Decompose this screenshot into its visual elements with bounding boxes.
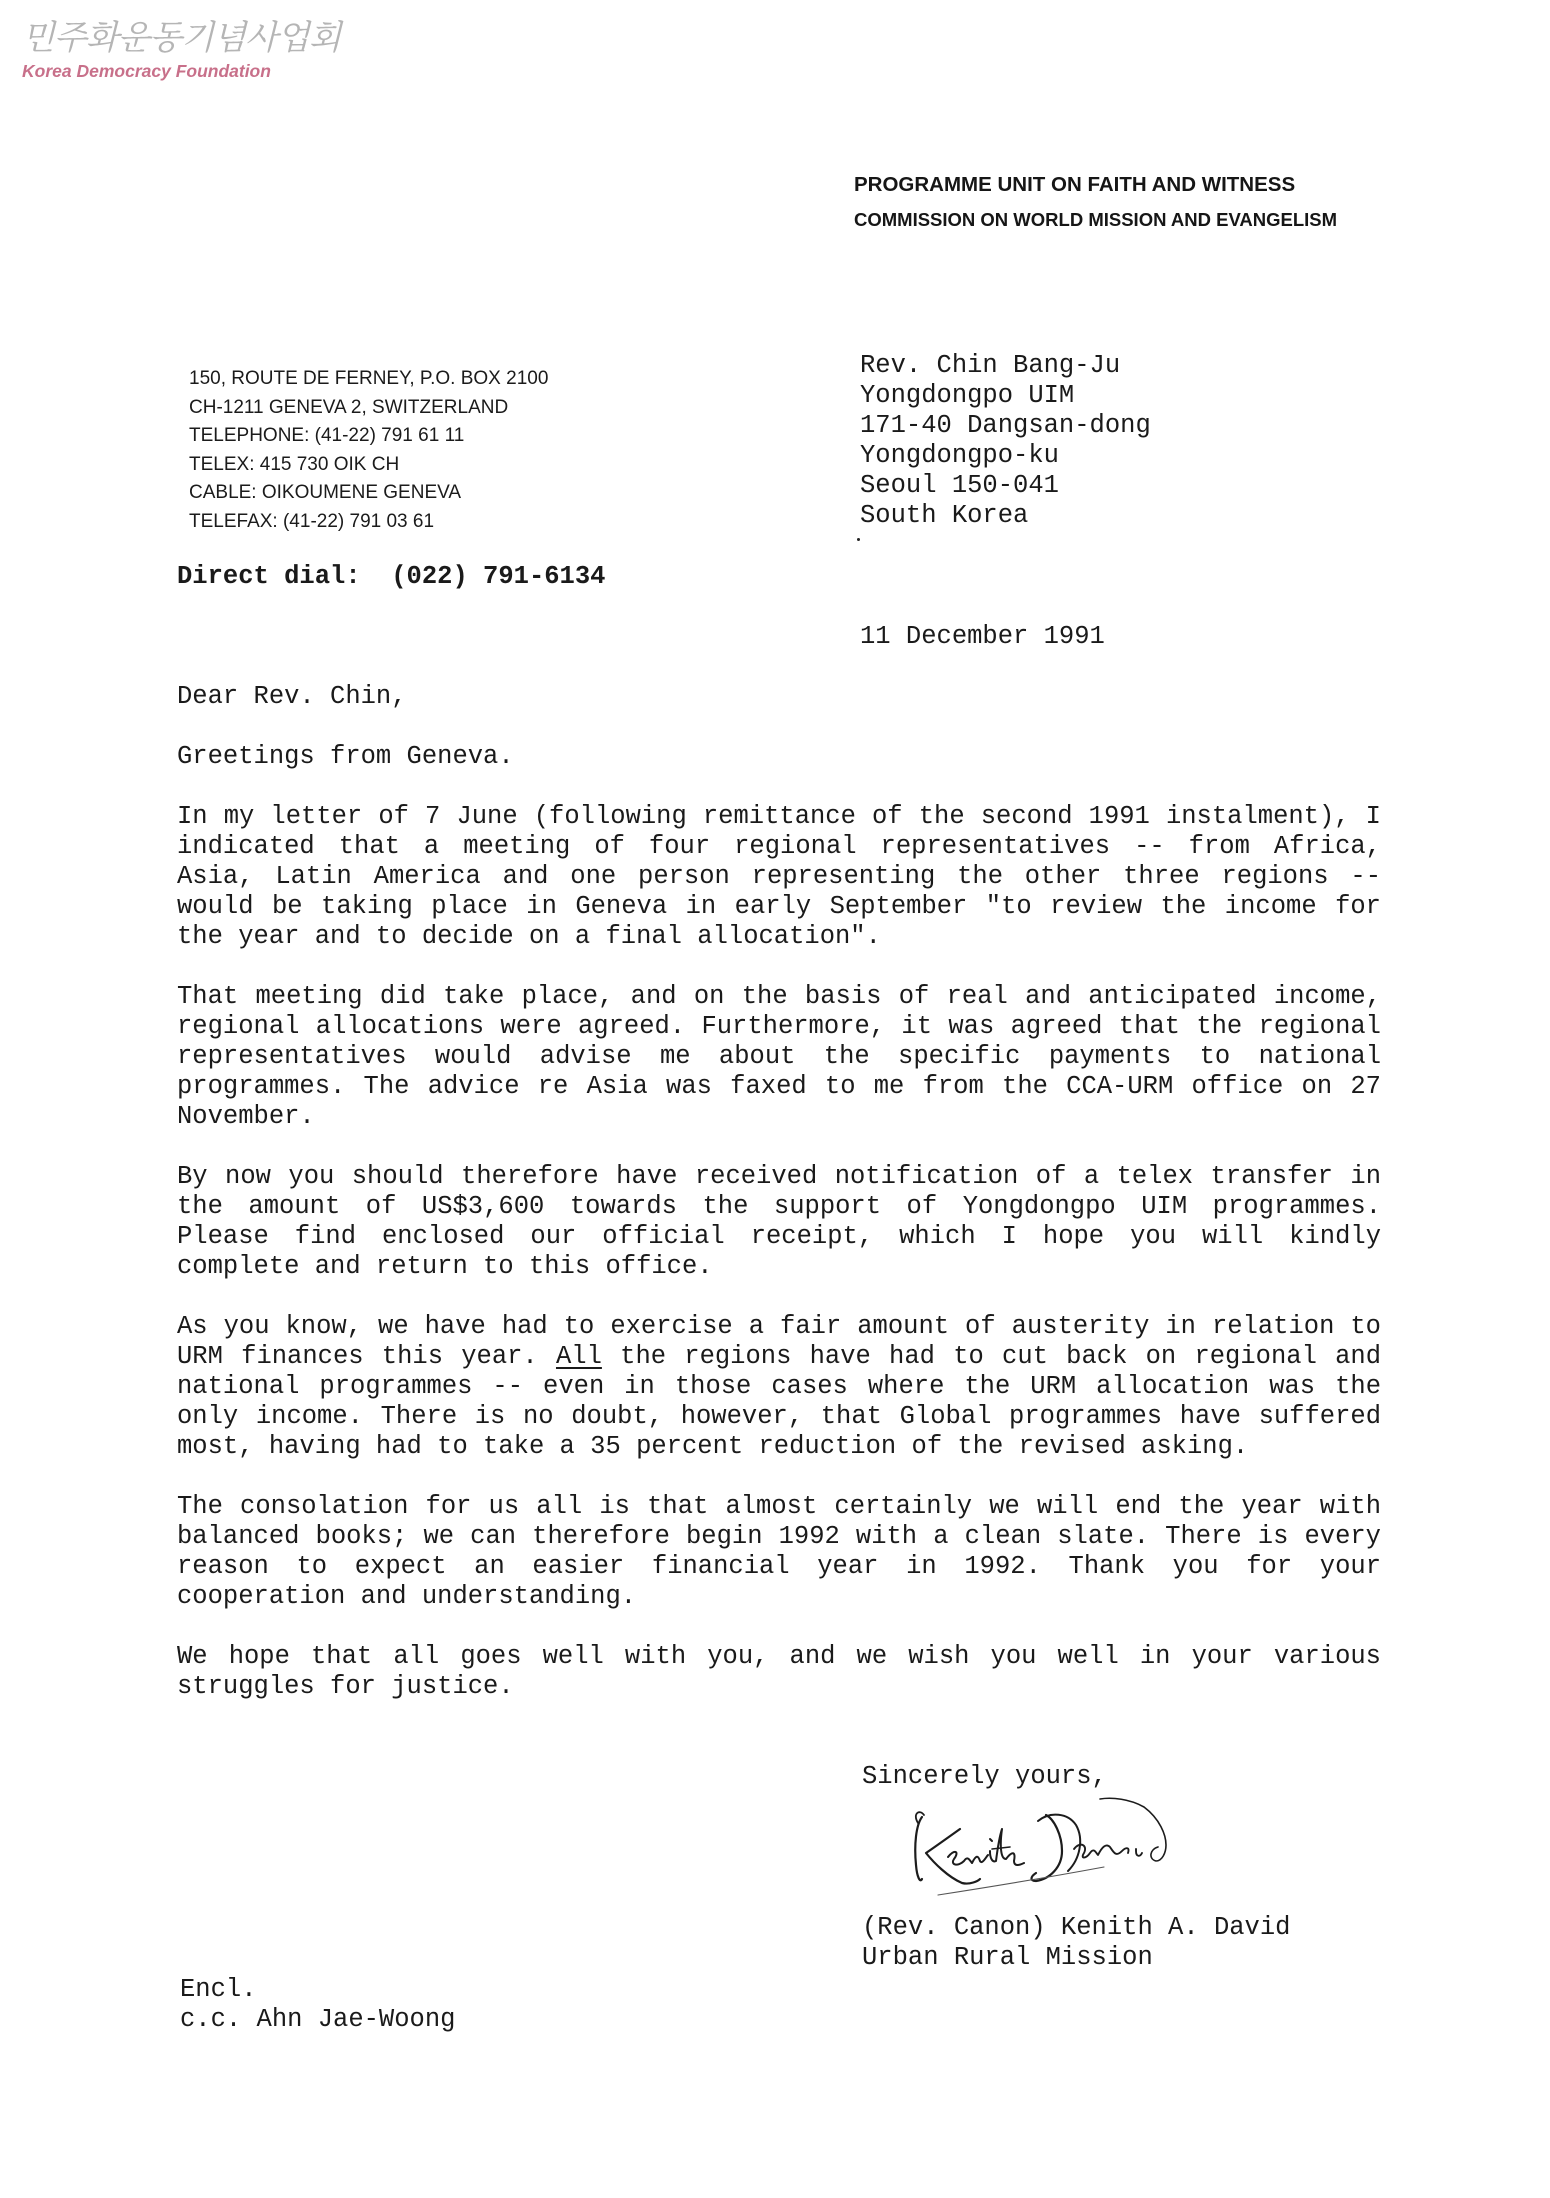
address-telephone: TELEPHONE: (41-22) 791 61 11 — [189, 425, 465, 446]
paragraph-consolation: The consolation for us all is that almost certainly we will end the year with balanced books; we can therefore begin 1992 with a clean slate. There is every reason to expect an easier financial year in 1992. Thank you for your cooperation and understanding. — [177, 1492, 1381, 1611]
logo-korean-text: 민주화운동기념사업회 — [22, 18, 341, 58]
austerity-text-end: the regions have had to cut back on regional and national programmes -- even in those cases where the URM allocation was the only income. There is no doubt, however, that Global programmes have suffered most, having had to take a 35 percent reduction of the revised asking. — [177, 1342, 1382, 1461]
sender-address — [189, 365, 548, 536]
paragraph-wishes: We hope that all goes well with you, and we wish you well in your various struggles for justice. — [177, 1642, 1381, 1701]
recipient-line: Yongdongpo UIM — [860, 381, 1075, 410]
stray-dot-mark — [857, 538, 860, 541]
recipient-line: Yongdongpo-ku — [860, 441, 1059, 470]
direct-dial: Direct dial: (022) 791-6134 — [177, 562, 606, 591]
letterhead-unit: PROGRAMME UNIT ON FAITH AND WITNESS — [854, 173, 1296, 196]
carbon-copy-note: c.c. Ahn Jae-Woong — [180, 2005, 456, 2034]
recipient-name: Rev. Chin Bang-Ju — [860, 351, 1121, 380]
address-cable: CABLE: OIKOUMENE GENEVA — [189, 482, 462, 503]
recipient-line: 171-40 Dangsan-dong — [860, 411, 1151, 440]
paragraph-allocations: That meeting did take place, and on the basis of real and anticipated income, regional allocations were agreed. Furthermore, it was agreed that the regional representatives would advise me about the specific payments to national programmes. The advice re Asia was faxed to me from the CCA-URM office on 27 November. — [177, 982, 1381, 1131]
paragraph-austerity — [177, 1312, 1381, 1462]
recipient-country: South Korea — [860, 501, 1029, 530]
address-line: 150, ROUTE DE FERNEY, P.O. BOX 2100 — [189, 368, 549, 389]
austerity-text-start: As you know, we have had to exercise a fair amount of austerity in relation to URM finances this year. — [177, 1312, 1381, 1371]
logo-english-text: Korea Democracy Foundation — [22, 61, 271, 81]
handwritten-signature — [890, 1795, 1250, 1900]
greeting: Greetings from Geneva. — [177, 742, 514, 771]
paragraph-meeting-notice: In my letter of 7 June (following remittance of the second 1991 instalment), I indicated that a meeting of four regional representatives -- from Africa, Asia, Latin America and one person representing the other three regions -- would be taking place in Geneva in early September "to review the income for the year and to decide on a final allocation". — [177, 802, 1381, 951]
underlined-word: All — [555, 1342, 602, 1371]
closing: Sincerely yours, — [862, 1762, 1107, 1791]
recipient-line: Seoul 150-041 — [860, 471, 1059, 500]
signatory-name: (Rev. Canon) Kenith A. David — [862, 1913, 1291, 1942]
salutation: Dear Rev. Chin, — [177, 682, 407, 711]
paragraph-transfer: By now you should therefore have received notification of a telex transfer in the amount of US$3,600 towards the support of Yongdongpo UIM programmes. Please find enclosed our official receipt, which I hope you will kindly complete and return to this office. — [177, 1162, 1381, 1281]
letter-body — [177, 802, 1381, 1732]
address-telex: TELEX: 415 730 OIK CH — [189, 453, 400, 475]
foundation-logo — [22, 18, 340, 82]
enclosure-note: Encl. — [180, 1975, 257, 2004]
letterhead-commission: COMMISSION ON WORLD MISSION AND EVANGELISM — [854, 209, 1338, 230]
recipient-address — [860, 351, 1151, 531]
letter-date: 11 December 1991 — [860, 622, 1105, 651]
address-telefax: TELEFAX: (41-22) 791 03 61 — [189, 510, 435, 532]
address-line: CH-1211 GENEVA 2, SWITZERLAND — [189, 396, 509, 418]
signatory-organization: Urban Rural Mission — [862, 1943, 1153, 1972]
